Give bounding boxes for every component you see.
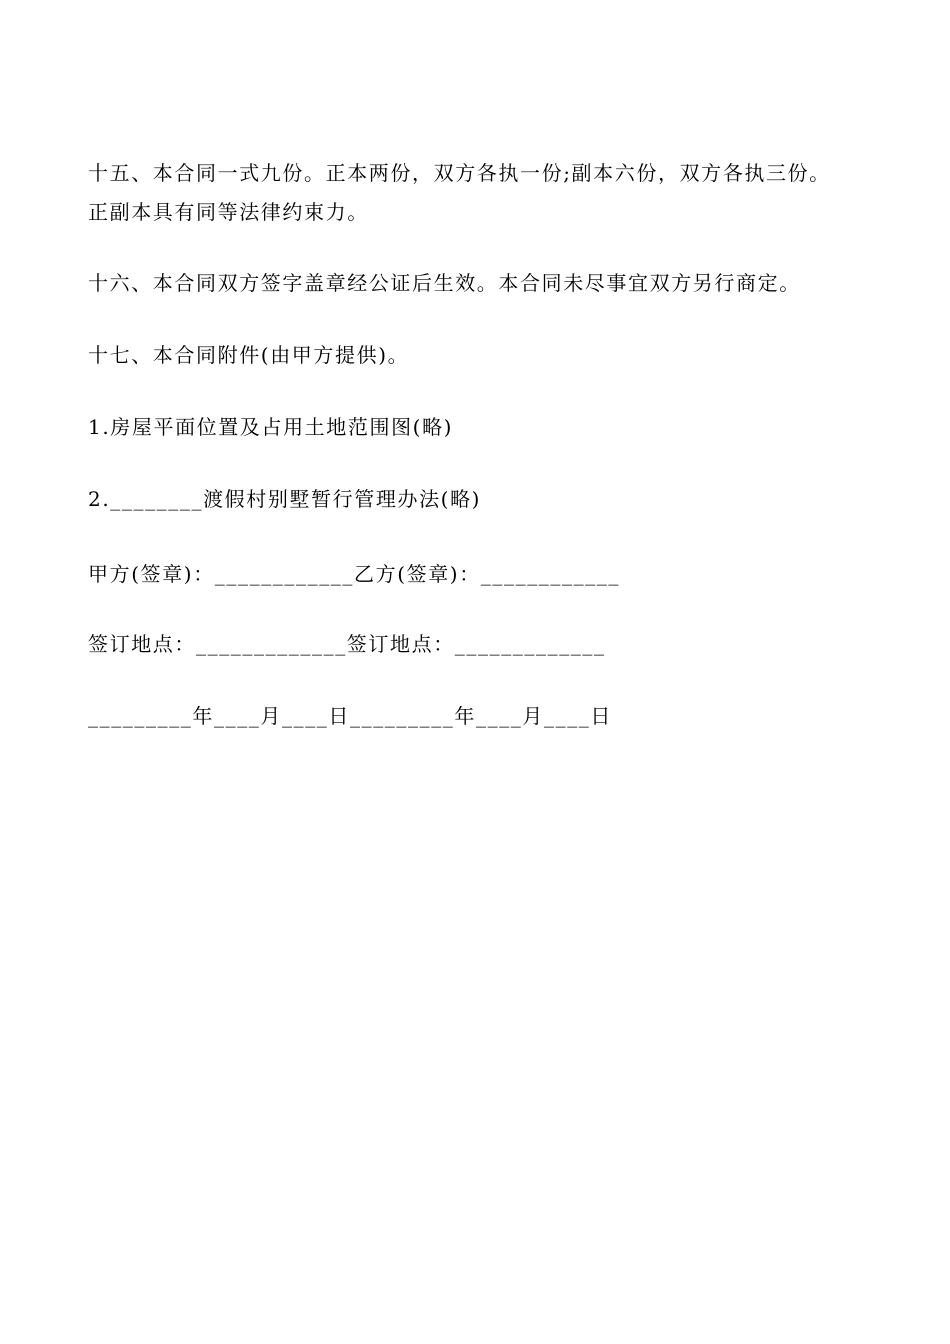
signature-line: 甲方(签章)：____________乙方(签章)：____________	[88, 562, 621, 586]
signing-place-line: 签订地点：_____________签订地点：_____________	[88, 632, 606, 656]
clause-15-line-2: 正副本具有同等法律约束力。	[88, 200, 369, 224]
clause-17: 十七、本合同附件(由甲方提供)。	[88, 343, 410, 367]
attachment-2: 2.________渡假村别墅暂行管理办法(略)	[88, 487, 482, 511]
clause-15-line-1: 十五、本合同一式九份。正本两份，双方各执一份;副本六份，双方各执三份。	[88, 161, 831, 185]
date-line: _________年____月____日_________年____月____日	[88, 704, 612, 728]
clause-16: 十六、本合同双方签字盖章经公证后生效。本合同未尽事宜双方另行商定。	[88, 271, 801, 295]
attachment-1: 1.房屋平面位置及占用土地范围图(略)	[88, 415, 454, 439]
